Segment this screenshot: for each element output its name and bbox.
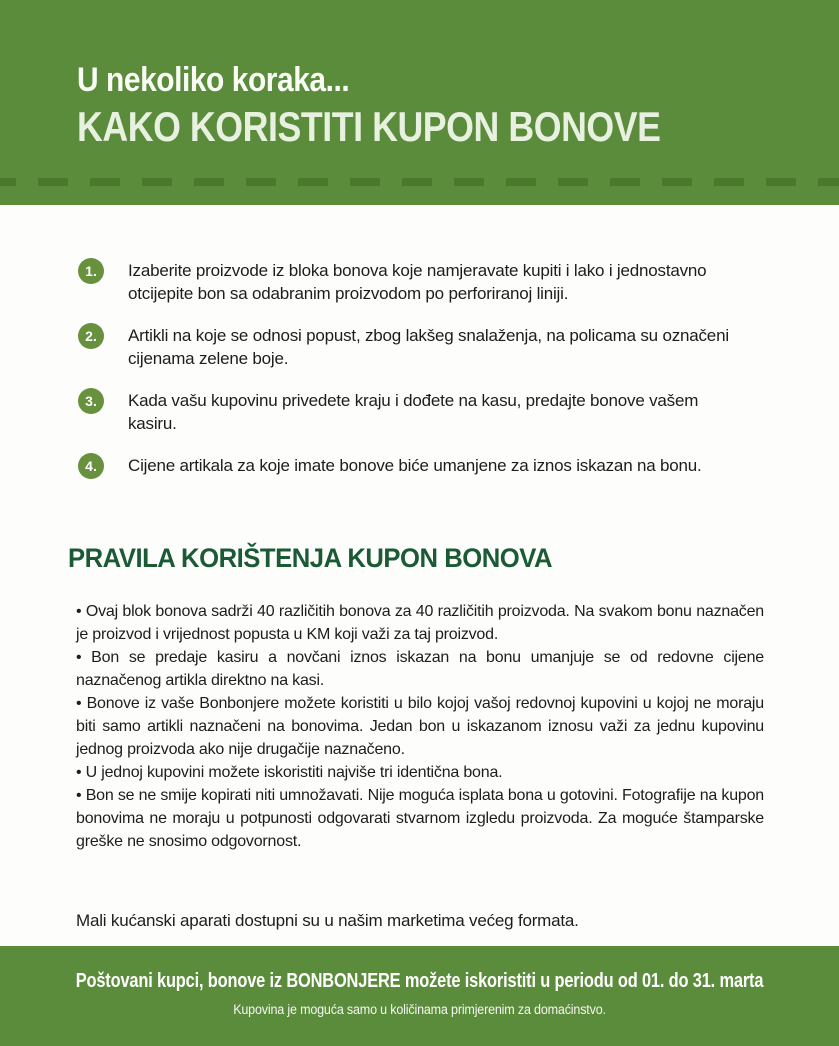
step-number-badge: 2. [78, 323, 104, 349]
rule-item: • U jednoj kupovini možete iskoristiti najviše tri identična bona. [76, 764, 503, 781]
rules-list [76, 600, 764, 853]
step-item-4 [78, 454, 769, 479]
step-item-1 [78, 259, 769, 305]
perforation-dashed-line [0, 178, 839, 186]
rule-item: • Bonove iz vaše Bonbonjere možete koristiti u bilo kojoj vašoj redovnoj kupovini u kojoj ne moraju biti samo artikli naznačeni na bonovima. Jedan bon u iskazanom iznosu važi za jednu kupovinu jednog proizvoda ako nije drugačije naznačeno. [76, 695, 764, 758]
rule-item: • Bon se predaje kasiru a novčani iznos iskazan na bonu umanjuje se od redovne cijene naznačenog artikla direktno na kasi. [76, 649, 764, 689]
footer-banner [0, 946, 839, 1046]
page-title: KAKO KORISTITI KUPON BONOVE [77, 102, 661, 150]
step-item-2 [78, 324, 769, 370]
step-text: Artikli na koje se odnosi popust, zbog lakšeg snalaženja, na policama su označeni cijenama zelene boje. [128, 326, 729, 368]
rule-item: • Ovaj blok bonova sadrži 40 različitih bonova za 40 različitih proizvoda. Na svakom bonu naznačen je proizvod i vrijednost popusta u KM koji važi za taj proizvod. [76, 603, 764, 643]
step-text: Kada vašu kupovinu privedete kraju i dođete na kasu, predajte bonove vašem kasiru. [128, 391, 699, 433]
step-item-3 [78, 389, 769, 435]
header-banner [0, 0, 839, 205]
step-number-badge: 4. [78, 453, 104, 479]
rules-section-heading: PRAVILA KORIŠTENJA KUPON BONOVA [68, 543, 553, 573]
footer-validity-period: Poštovani kupci, bonove iz BONBONJERE možete iskoristiti u periodu od 01. do 31. marta [75, 970, 764, 992]
steps-list [78, 259, 769, 479]
header-subtitle: U nekoliko koraka... [77, 61, 350, 99]
step-number-badge: 3. [78, 388, 104, 414]
availability-note: Mali kućanski aparati dostupni su u našim marketima većeg formata. [76, 911, 579, 930]
step-number-badge: 1. [78, 258, 104, 284]
rule-item: • Bon se ne smije kopirati niti umnožavati. Nije moguća isplata bona u gotovini. Fotografije na kupon bonovima ne moraju u potpunosti odgovarati stvarnom izgledu proizvoda. Za moguće štamparske greške ne snosimo odgovornost. [76, 787, 764, 850]
footer-quantity-note: Kupovina je moguća samo u količinama primjerenim za domaćinstvo. [233, 1002, 606, 1017]
step-text: Cijene artikala za koje imate bonove biće umanjene za iznos iskazan na bonu. [128, 456, 702, 475]
step-text: Izaberite proizvode iz bloka bonova koje namjeravate kupiti i lako i jednostavno otcijepite bon sa odabranim proizvodom po perforiranoj liniji. [128, 261, 707, 303]
